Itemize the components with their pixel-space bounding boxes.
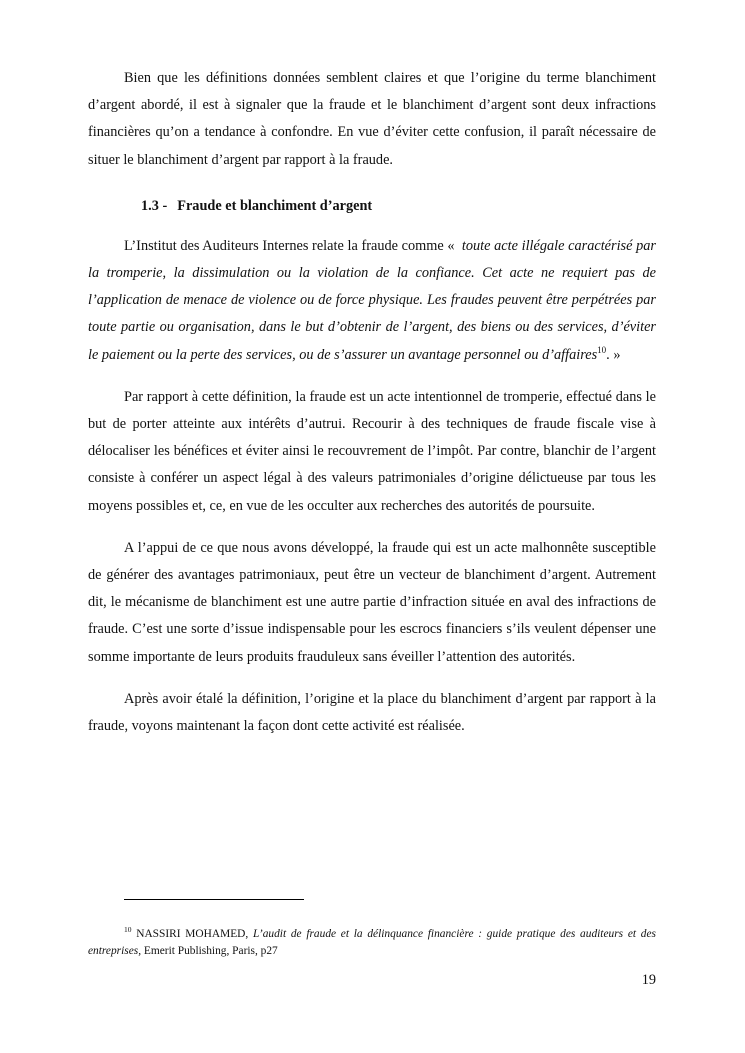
footnote — [88, 926, 656, 960]
footnote-author: NASSIRI MOHAMED, — [136, 928, 249, 940]
definition-quote: toute acte illégale caractérisé par la tromperie, la dissimulation ou la violation de la confiance. Cet acte ne requiert pas de l’application de menace de violence ou de force physique. Les fraudes peuvent être perpétrées par toute partie ou organisation, dans le but d’obtenir de l’argent, des biens ou des services, d’éviter le paiement ou la perte des services, ou de s’assurer un avantage personnel ou d’affaires — [88, 237, 656, 363]
page-body — [88, 65, 656, 740]
definition-tail: . » — [606, 346, 621, 363]
paragraph-link-fraud-laundering: A l’appui de ce que nous avons développé, la fraude qui est un acte malhonnête susceptible de générer des avantages patrimoniaux, peut être un vecteur de blanchiment d’argent. Autrement dit, le mécanisme de blanchiment est une autre partie d’infraction située en aval des infractions de fraude. C’est une sorte d’issue indispensable pour les escrocs financiers s’ils veulent dépenser une somme importante de leurs produits frauduleux sans éveiller l’attention des autorités. — [88, 539, 656, 665]
footnote-separator — [124, 899, 304, 900]
paragraph-fraud-analysis: Par rapport à cette définition, la fraude est un acte intentionnel de tromperie, effectué dans le but de porter atteinte aux intérêts d’autrui. Recourir à des techniques de fraude fiscale vise à délocaliser les bénéfices et éviter ainsi le recouvrement de l’impôt. Par contre, blanchir de l’argent consiste à conférer un aspect légal à des valeurs patrimoniales d’origine délictueuse par tous les moyens possibles et, ce, en vue de les occulter aux recherches des autorités de poursuite. — [88, 388, 656, 514]
paragraph-conclusion: Après avoir étalé la définition, l’origine et la place du blanchiment d’argent par rapport à la fraude, voyons maintenant la façon dont cette activité est réalisée. — [88, 690, 656, 735]
paragraph-definition — [88, 233, 656, 369]
footnote-marker: 10 — [124, 925, 132, 935]
footnote-title: L’audit de fraude et la délinquance financière : guide pratique des auditeurs et des entreprises, — [88, 928, 656, 957]
page-number: 19 — [641, 972, 656, 988]
paragraph-intro: Bien que les définitions données semblent claires et que l’origine du terme blanchiment d’argent abordé, il est à signaler que la fraude et le blanchiment d’argent sont deux infractions financières qu’on a tendance à confondre. En vue d’éviter cette confusion, il paraît nécessaire de situer le blanchiment d’argent par rapport à la fraude. — [88, 70, 656, 168]
section-heading — [88, 193, 656, 220]
section-title: Fraude et blanchiment d’argent — [177, 197, 373, 214]
footnote-publisher: Emerit Publishing, Paris, p27 — [143, 945, 278, 957]
definition-lead: L’Institut des Auditeurs Internes relate la fraude comme « — [124, 237, 455, 254]
section-number: 1.3 - — [141, 197, 168, 214]
footnote-reference[interactable]: 10 — [597, 344, 607, 355]
